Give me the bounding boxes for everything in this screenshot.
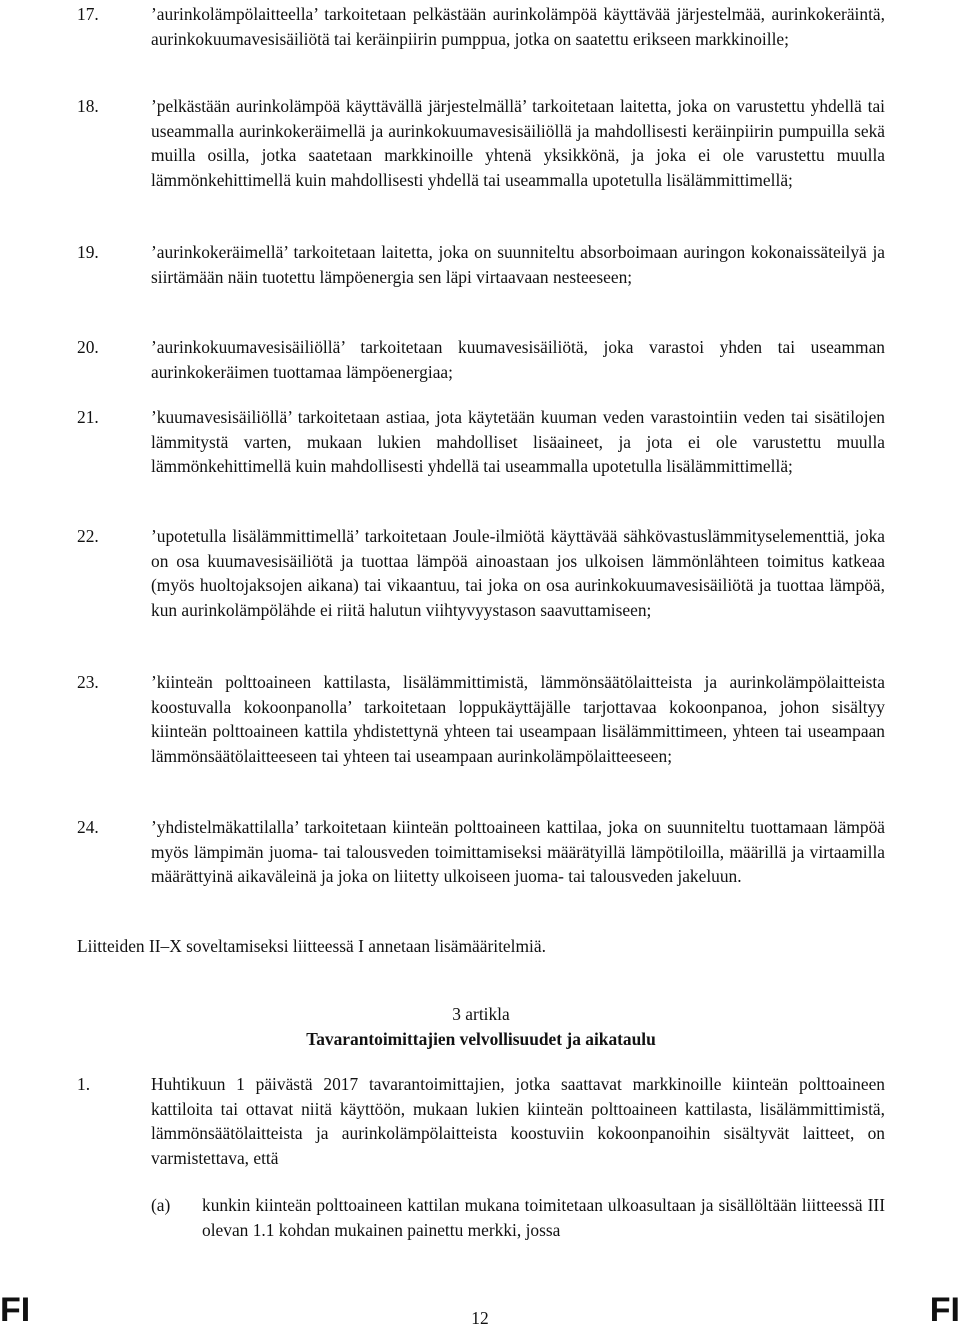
sub-item-label: (a) — [151, 1195, 171, 1215]
item-text: ’yhdistelmäkattilalla’ tarkoitetaan kiinteän polttoaineen kattilaa, joka on suunniteltu tuottamaan lämpöä myös lämpimän juoma- tai talousveden toimittamiseksi määrätyillä lämpötiloilla, määrillä ja virtaamilla määrättyinä aikaväleinä ja joka on liitetty ulkoiseen juoma- tai talousveden jakeluun. — [151, 817, 885, 886]
item-text: ’aurinkokuumavesisäiliöllä’ tarkoitetaan kuumavesisäiliötä, joka varastoi yhden tai useamman aurinkokeräimen tuottamaa lämpöenergiaa; — [151, 337, 885, 382]
annex-note: Liitteiden II–X soveltamiseksi liitteessä I annetaan lisämääritelmiä. — [77, 936, 546, 956]
item-text: ’upotetulla lisälämmittimellä’ tarkoitetaan Joule-ilmiötä käyttävää sähkövastuslämmityselementtiä, joka on osa kuumavesisäiliötä ja tuottaa lämpöä ainoastaan jos ulkoisen lämmönlähteen toimitus katkeaa (myös huoltojaksojen aikana) tai vikaantuu, tai joka on osa aurinkokuumavesisäiliötä ja tuottaa lämpöä, kun aurinkolämpölähde ei riitä halutun viihtyvyystason saavuttamiseen; — [151, 526, 885, 620]
definition-item-20 — [77, 335, 885, 384]
article-number: 3 artikla — [452, 1004, 510, 1024]
item-text: ’pelkästään aurinkolämpöä käyttävällä järjestelmällä’ tarkoitetaan laitetta, joka on varustettu yhdellä tai useammalla aurinkokeräimellä ja aurinkokuumavesisäiliöllä ja mahdollisesti keräinpiirin pumpuilla sekä muilla osilla, jotka saatetaan markkinoille yhtenä yksikkönä, ja joka ei ole varustettu muulla lämmönkehittimellä kuin mahdollisesti yhdellä tai useammalla upotetulla lisälämmittimellä; — [151, 96, 885, 190]
sub-item-text: kunkin kiinteän polttoaineen kattilan mukana toimitetaan ulkoasultaan ja sisällöltään liitteessä III olevan 1.1 kohdan mukainen painettu merkki, jossa — [202, 1195, 885, 1240]
item-number: 19. — [77, 242, 99, 262]
item-number: 1. — [77, 1074, 91, 1094]
language-code-left: FI — [0, 1291, 31, 1329]
item-text: Huhtikuun 1 päivästä 2017 tavarantoimittajien, jotka saattavat markkinoille kiinteän polttoaineen kattiloita tai ottavat niitä käyttöön, mukaan lukien kiinteän polttoaineen kattilasta, lisälämmittimistä, lämmönsäätölaitteista ja aurinkolämpölaitteista koostuviin kokoonpanoihin sisältyvät laitteet, on varmistettava, että — [151, 1074, 885, 1168]
definition-item-18 — [77, 94, 885, 192]
page-number: 12 — [471, 1308, 489, 1328]
definition-item-24 — [77, 815, 885, 889]
item-number: 17. — [77, 4, 99, 24]
item-text: ’aurinkokeräimellä’ tarkoitetaan laitetta, joka on suunniteltu absorboimaan auringon kokonaissäteilyä ja siirtämään näin tuotettu lämpöenergia sen läpi virtaavaan nesteeseen; — [151, 242, 885, 287]
article-title: Tavarantoimittajien velvollisuudet ja aikataulu — [306, 1029, 656, 1049]
definition-item-19 — [77, 240, 885, 289]
sub-item-a — [151, 1193, 885, 1242]
definition-item-23 — [77, 670, 885, 768]
item-number: 18. — [77, 96, 99, 116]
article-paragraph-1 — [77, 1072, 885, 1170]
item-number: 23. — [77, 672, 99, 692]
language-code-right: FI — [929, 1291, 960, 1329]
item-number: 21. — [77, 407, 99, 427]
item-text: ’kuumavesisäiliöllä’ tarkoitetaan astiaa, jota käytetään kuuman veden varastointiin veden tai sisätilojen lämmitystä varten, mukaan lukien mahdolliset lisäaineet, ja jota ei ole varustettu muulla lämmönkehittimellä kuin mahdollisesti yhdellä tai useammalla upotetulla lisälämmittimellä; — [151, 407, 885, 476]
item-number: 22. — [77, 526, 99, 546]
item-text: ’kiinteän polttoaineen kattilasta, lisälämmittimistä, lämmönsäätölaitteista ja aurinkolämpölaitteista koostuvalla kokoonpanolla’ tarkoitetaan loppukäyttäjälle tarjottavaa kokoonpanoa, johon sisältyy kiinteän polttoaineen kattila yhdistettynä yhteen tai useampaan lisälämmittimeen, yhteen tai useampaan lämmönsäätölaitteeseen tai yhteen tai useampaan aurinkolämpölaitteeseen; — [151, 672, 885, 766]
item-number: 24. — [77, 817, 99, 837]
definition-item-21 — [77, 405, 885, 479]
item-number: 20. — [77, 337, 99, 357]
definition-item-17 — [77, 2, 885, 51]
item-text: ’aurinkolämpölaitteella’ tarkoitetaan pelkästään aurinkolämpöä käyttävää järjestelmää, aurinkokeräintä, aurinkokuumavesisäiliötä tai keräinpiirin pumppua, jotka on saatettu erikseen markkinoille; — [151, 4, 885, 49]
definition-item-22 — [77, 524, 885, 622]
